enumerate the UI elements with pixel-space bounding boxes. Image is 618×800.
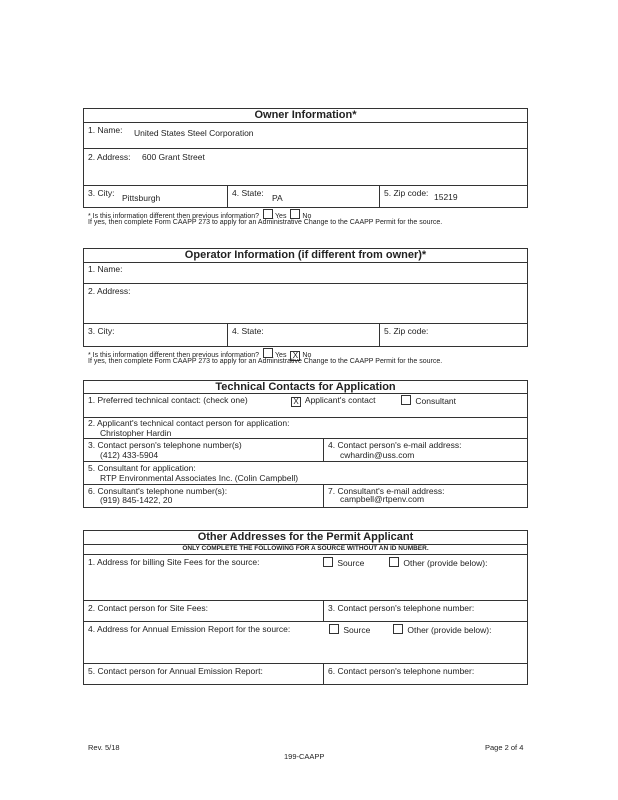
contact-phone-label: 3. Contact person's telephone number(s) xyxy=(88,440,242,450)
consultant-label: Consultant xyxy=(415,396,457,406)
operator-no-label: No xyxy=(302,352,312,359)
annual-other-option[interactable] xyxy=(391,624,491,635)
applicant-contact-label: Applicant's contact xyxy=(304,395,376,405)
operator-name-row xyxy=(84,262,527,284)
owner-yes-checkbox[interactable] xyxy=(263,209,273,219)
other-subtitle-row xyxy=(84,544,527,555)
billing-source-label: Source xyxy=(337,558,365,568)
owner-zip-label: 5. Zip code: xyxy=(384,188,429,198)
contact-phone-value[interactable]: (412) 433-5904 xyxy=(100,450,159,460)
billing-source-checkbox[interactable] xyxy=(323,557,333,567)
owner-title: Owner Information* xyxy=(84,109,527,123)
technical-contact-row xyxy=(84,418,527,439)
annual-row xyxy=(84,622,527,664)
operator-no-checkbox[interactable]: X xyxy=(290,351,300,361)
operator-city-label: 3. City: xyxy=(88,326,115,336)
consultant-email-cell xyxy=(324,485,527,508)
owner-csz-row xyxy=(84,186,527,208)
site-contact-cell xyxy=(84,601,324,621)
site-phone-label: 3. Contact person's telephone number: xyxy=(328,603,475,613)
billing-other-label: Other (provide below): xyxy=(403,558,488,568)
operator-title: Operator Information (if different from owner)* xyxy=(84,249,527,263)
owner-zip-value[interactable]: 15219 xyxy=(434,192,458,202)
owner-section xyxy=(83,108,528,208)
technical-section xyxy=(83,380,528,508)
technical-contact-value[interactable]: Christopher Hardin xyxy=(100,428,172,438)
consultant-app-label: 5. Consultant for application: xyxy=(88,463,196,473)
operator-address-row xyxy=(84,284,527,324)
owner-name-row xyxy=(84,122,527,149)
consultant-phone-value[interactable]: (919) 845-1422, 20 xyxy=(100,495,173,505)
operator-section xyxy=(83,248,528,347)
owner-note-q-text: * Is this information different then previous information? xyxy=(88,213,260,220)
annual-other-label: Other (provide below): xyxy=(407,625,492,635)
consultant-email-value[interactable]: campbell@rtpenv.com xyxy=(340,494,425,504)
contact-phone-cell xyxy=(84,439,324,461)
operator-yes-label: Yes xyxy=(275,352,287,359)
billing-source-option[interactable] xyxy=(321,557,364,568)
owner-city-value[interactable]: Pittsburgh xyxy=(122,193,161,203)
technical-preferred-row xyxy=(84,393,527,418)
operator-note-if: If yes, then complete Form CAAPP 273 to apply for an Administrative Change to the CAAPP Permit for the source. xyxy=(88,358,443,365)
billing-other-option[interactable] xyxy=(387,557,487,568)
owner-no-label: No xyxy=(302,213,312,220)
owner-zip-cell xyxy=(380,186,527,208)
annual-phone-cell xyxy=(324,664,527,685)
other-title: Other Addresses for the Permit Applicant xyxy=(84,531,527,545)
site-phone-cell xyxy=(324,601,527,621)
billing-other-checkbox[interactable] xyxy=(389,557,399,567)
annual-contact-cell xyxy=(84,664,324,685)
annual-source-label: Source xyxy=(343,625,371,635)
operator-note-q-text: * Is this information different then previous information? xyxy=(88,352,260,359)
owner-no-checkbox[interactable] xyxy=(290,209,300,219)
applicant-contact-checkbox[interactable]: X xyxy=(291,397,301,407)
annual-contact-row xyxy=(84,664,527,685)
contact-email-value[interactable]: cwhardin@uss.com xyxy=(340,450,415,460)
billing-row xyxy=(84,555,527,601)
contact-email-cell xyxy=(324,439,527,461)
operator-state-label: 4. State: xyxy=(232,326,264,336)
annual-label: 4. Address for Annual Emission Report for the source: xyxy=(88,624,291,634)
technical-title: Technical Contacts for Application xyxy=(84,381,527,394)
contact-email-label: 4. Contact person's e-mail address: xyxy=(328,440,462,450)
consultant-app-value[interactable]: RTP Environmental Associates Inc. (Colin Campbell) xyxy=(100,473,299,483)
operator-name-label: 1. Name: xyxy=(88,264,123,274)
owner-state-cell xyxy=(228,186,380,208)
annual-contact-label: 5. Contact person for Annual Emission Report: xyxy=(88,666,263,676)
technical-phone-row xyxy=(84,439,527,462)
consultant-email-label: 7. Consultant's e-mail address: xyxy=(328,486,445,496)
owner-city-label: 3. City: xyxy=(88,188,115,198)
technical-consultant-row xyxy=(84,462,527,485)
other-addresses-section xyxy=(83,530,528,685)
annual-other-checkbox[interactable] xyxy=(393,624,403,634)
operator-zip-cell xyxy=(380,324,527,347)
consultant-option[interactable] xyxy=(399,395,456,406)
owner-city-cell xyxy=(84,186,228,208)
consultant-phone-label: 6. Consultant's telephone number(s): xyxy=(88,486,228,496)
owner-note-if: If yes, then complete Form CAAPP 273 to apply for an Administrative Change to the CAAPP Permit for the source. xyxy=(88,219,443,226)
other-subtitle: ONLY COMPLETE THE FOLLOWING FOR A SOURCE WITHOUT AN ID NUMBER. xyxy=(182,545,429,552)
owner-address-label: 2. Address: xyxy=(88,152,131,162)
consultant-phone-cell xyxy=(84,485,324,508)
owner-state-value[interactable]: PA xyxy=(272,193,283,203)
operator-csz-row xyxy=(84,324,527,347)
technical-contact-label: 2. Applicant's technical contact person for application: xyxy=(88,418,290,428)
site-contact-label: 2. Contact person for Site Fees: xyxy=(88,603,209,613)
footer-form: 199-CAAPP xyxy=(284,752,325,761)
owner-address-row xyxy=(84,149,527,186)
operator-address-label: 2. Address: xyxy=(88,286,131,296)
owner-name-label: 1. Name: xyxy=(88,125,123,135)
owner-yes-label: Yes xyxy=(275,213,287,220)
operator-city-cell xyxy=(84,324,228,347)
owner-address-value[interactable]: 600 Grant Street xyxy=(142,152,205,162)
annual-source-option[interactable] xyxy=(327,624,370,635)
site-contact-row xyxy=(84,601,527,622)
operator-zip-label: 5. Zip code: xyxy=(384,326,429,336)
owner-name-value[interactable]: United States Steel Corporation xyxy=(134,128,254,138)
applicant-contact-option[interactable] xyxy=(289,395,376,407)
operator-state-cell xyxy=(228,324,380,347)
annual-phone-label: 6. Contact person's telephone number: xyxy=(328,666,475,676)
consultant-checkbox[interactable] xyxy=(401,395,411,405)
footer-rev: Rev. 5/18 xyxy=(88,743,120,752)
preferred-contact-label: 1. Preferred technical contact: (check one) xyxy=(88,395,248,405)
owner-state-label: 4. State: xyxy=(232,188,264,198)
annual-source-checkbox[interactable] xyxy=(329,624,339,634)
technical-consultant-contact-row xyxy=(84,485,527,508)
billing-label: 1. Address for billing Site Fees for the source: xyxy=(88,557,260,567)
operator-yes-checkbox[interactable] xyxy=(263,348,273,358)
footer-page: Page 2 of 4 xyxy=(485,743,524,752)
